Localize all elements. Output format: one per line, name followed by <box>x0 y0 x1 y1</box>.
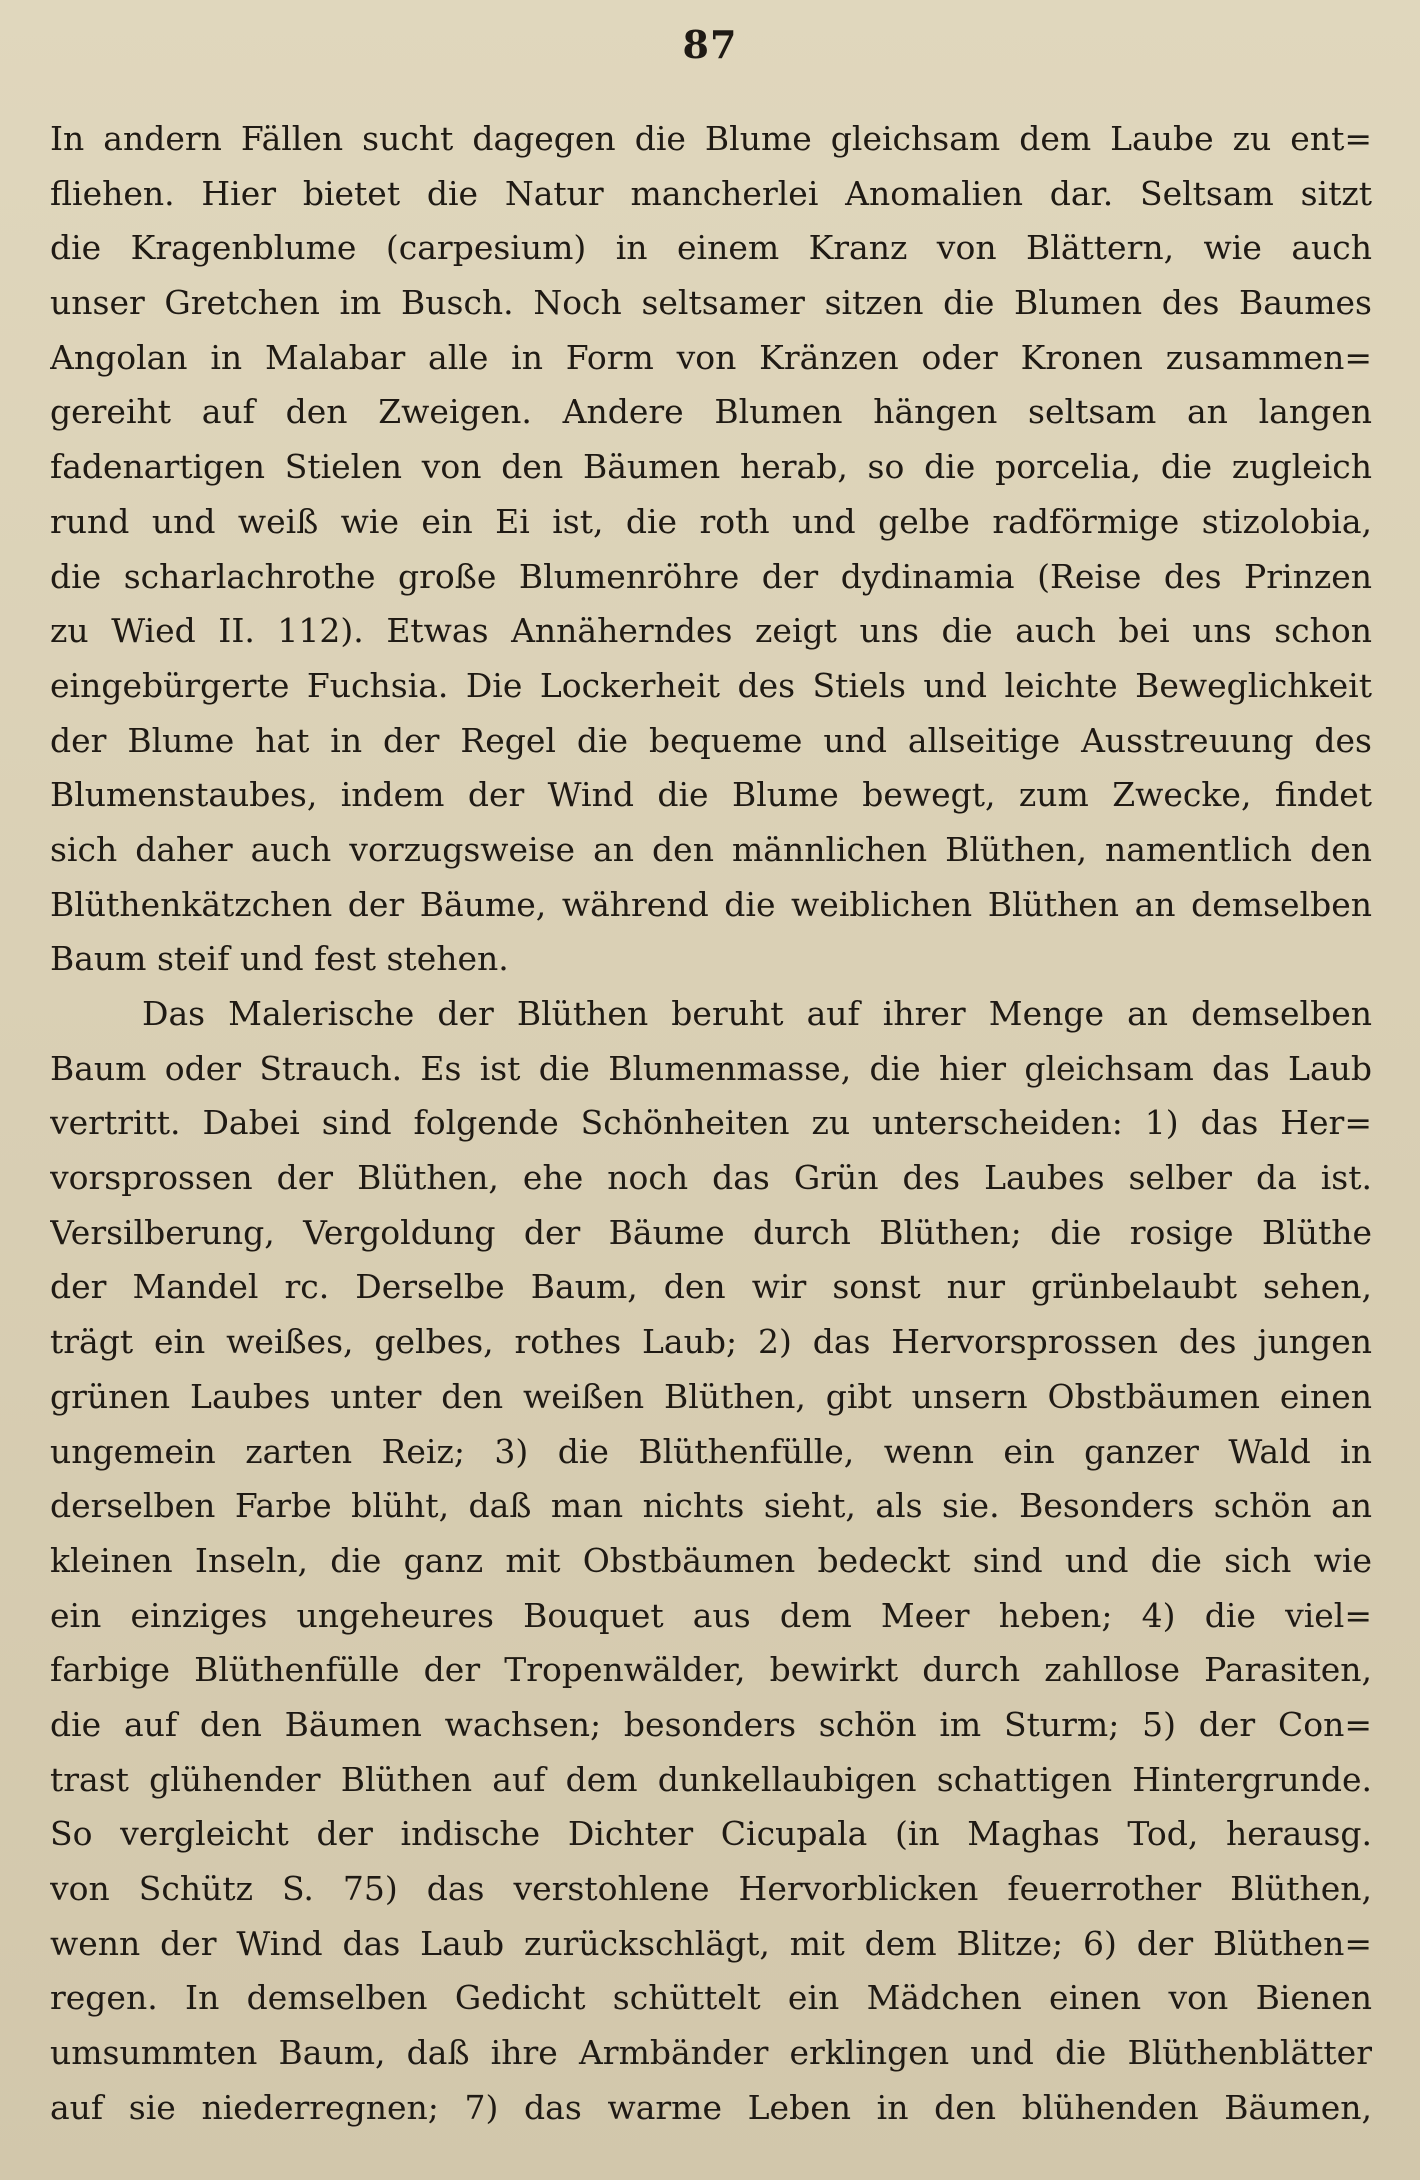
text-line: derselben Farbe blüht, daß man nichts sieht, als sie. Besonders schön an <box>50 1486 1372 1526</box>
text-line: fadenartigen Stielen von den Bäumen herab, so die porcelia, die zugleich <box>50 447 1372 487</box>
text-line: Blumenstaubes, indem der Wind die Blume bewegt, zum Zwecke, findet <box>50 775 1372 815</box>
page-number: 87 <box>682 22 738 67</box>
text-line: zu Wied II. 112). Etwas Annäherndes zeigt uns die auch bei uns schon <box>50 611 1372 651</box>
paragraph-start-line: Das Malerische der Blüthen beruht auf ihrer Menge an demselben <box>142 994 1372 1033</box>
text-line: In andern Fällen sucht dagegen die Blume gleichsam dem Laube zu ent= <box>50 119 1372 158</box>
text-line: die Kragenblume (carpesium) in einem Kranz von Blättern, wie auch <box>50 228 1372 268</box>
text-line: umsummten Baum, daß ihre Armbänder erklingen und die Blüthenblätter <box>50 2033 1372 2073</box>
text-line: von Schütz S. 75) das verstohlene Hervorblicken feuerrother Blüthen, <box>50 1869 1372 1908</box>
text-line: rund und weiß wie ein Ei ist, die roth und gelbe radförmige stizolobia, <box>50 501 1372 541</box>
text-line: vertritt. Dabei sind folgende Schönheiten zu unterscheiden: 1) das Her= <box>50 1103 1372 1143</box>
text-line: Angolan in Malabar alle in Form von Kränzen oder Kronen zusammen= <box>50 337 1372 377</box>
paragraph-end-line: Baum steif und fest stehen. <box>50 939 509 979</box>
text-line: Baum oder Strauch. Es ist die Blumenmasse, die hier gleichsam das Laub <box>50 1048 1372 1088</box>
text-line: wenn der Wind das Laub zurückschlägt, mit dem Blitze; 6) der Blüthen= <box>50 1923 1372 1963</box>
text-line: eingebürgerte Fuchsia. Die Lockerheit des Stiels und leichte Beweglichkeit <box>50 665 1372 705</box>
text-line: sich daher auch vorzugsweise an den männlichen Blüthen, namentlich den <box>50 829 1372 869</box>
text-line: grünen Laubes unter den weißen Blüthen, gibt unsern Obstbäumen einen <box>50 1376 1372 1416</box>
text-line: die auf den Bäumen wachsen; besonders schön im Sturm; 5) der Con= <box>50 1704 1372 1744</box>
text-line: Versilberung, Vergoldung der Bäume durch Blüthen; die rosige Blüthe <box>50 1212 1372 1252</box>
text-line: So vergleicht der indische Dichter Cicupala (in Maghas Tod, herausg. <box>50 1814 1372 1854</box>
body-text <box>50 112 1372 2135</box>
text-line: der Blume hat in der Regel die bequeme und allseitige Ausstreuung des <box>50 720 1372 760</box>
text-line: auf sie niederregnen; 7) das warme Leben in den blühenden Bäumen, <box>50 2087 1372 2127</box>
text-line: die scharlachrothe große Blumenröhre der dydinamia (Reise des Prinzen <box>50 556 1372 596</box>
text-line: der Mandel rc. Derselbe Baum, den wir sonst nur grünbelaubt sehen, <box>50 1267 1372 1307</box>
text-line: unser Gretchen im Busch. Noch seltsamer sitzen die Blumen des Baumes <box>50 283 1372 323</box>
text-line: vorsprossen der Blüthen, ehe noch das Grün des Laubes selber da ist. <box>50 1158 1372 1198</box>
text-line: regen. In demselben Gedicht schüttelt ein Mädchen einen von Bienen <box>50 1978 1372 2018</box>
text-line: fliehen. Hier bietet die Natur mancherlei Anomalien dar. Seltsam sitzt <box>50 173 1372 213</box>
text-line: ein einziges ungeheures Bouquet aus dem Meer heben; 4) die viel= <box>50 1595 1372 1635</box>
text-line: Blüthenkätzchen der Bäume, während die weiblichen Blüthen an demselben <box>50 884 1372 924</box>
text-line: kleinen Inseln, die ganz mit Obstbäumen bedeckt sind und die sich wie <box>50 1540 1372 1580</box>
text-line: gereiht auf den Zweigen. Andere Blumen hängen seltsam an langen <box>50 392 1372 432</box>
text-line: ungemein zarten Reiz; 3) die Blüthenfülle, wenn ein ganzer Wald in <box>50 1431 1372 1471</box>
text-line: trägt ein weißes, gelbes, rothes Laub; 2) das Hervorsprossen des jungen <box>50 1322 1372 1362</box>
text-line: farbige Blüthenfülle der Tropenwälder, bewirkt durch zahllose Parasiten, <box>50 1650 1372 1690</box>
text-line: trast glühender Blüthen auf dem dunkellaubigen schattigen Hintergrunde. <box>50 1759 1372 1799</box>
